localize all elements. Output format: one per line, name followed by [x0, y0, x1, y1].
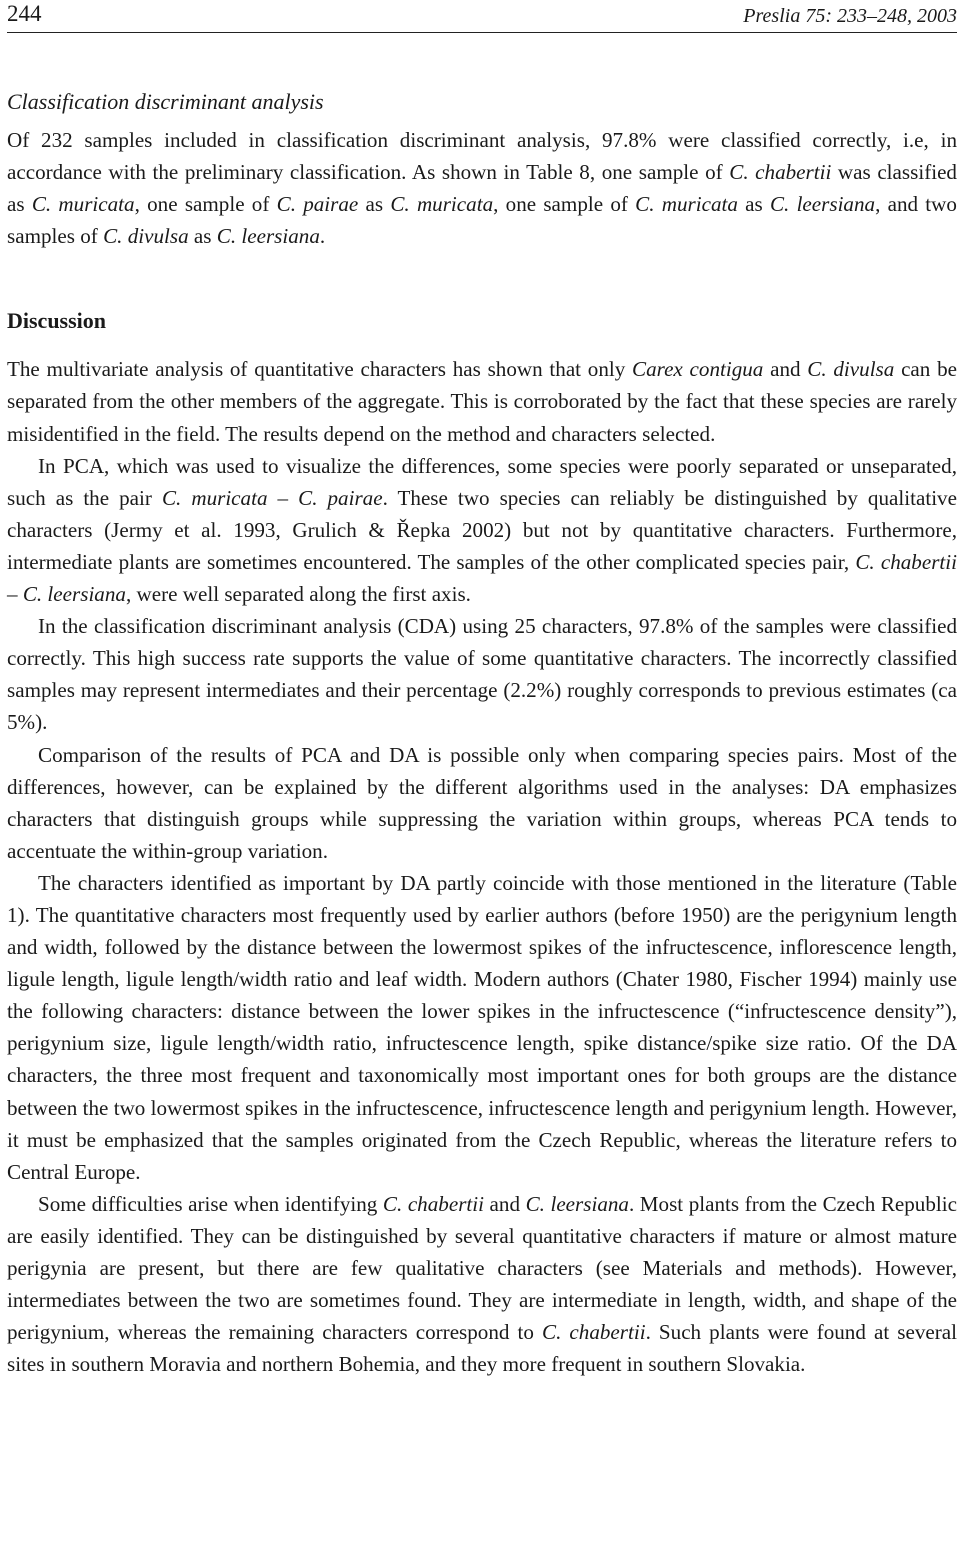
species-name: C. divulsa	[103, 224, 189, 249]
species-name: C. chabertii – C. leersiana	[7, 549, 957, 607]
species-name: C. chabertii	[729, 160, 832, 185]
paragraph-discussion-5: The characters identified as important by DA partly coincide with those mentioned in the literature (Table 1). The quantitative characters most frequently used by earlier authors (before 1950) are the perigynium length and width, followed by the distance between the lowermost spikes of the infructescence, inflorescence length, ligule length, ligule length/width ratio and leaf width. Modern authors (Chater 1980, Fischer 1994) mainly use the following characters: distance between the lower spikes in the infructescence (“infructescence density”), perigynium size, ligule length/width ratio, infructescence length, spike distance/spike size ratio. Of the DA characters, the three most frequent and taxonomically most important ones for both groups are the distance between the two lowermost spikes in the infructescence, infructescence length and perigynium length. However, it must be emphasized that the samples originated from the Czech Republic, whereas the literature refers to Central Europe.	[7, 870, 957, 1184]
species-name: C. muricata	[390, 192, 494, 217]
journal-reference: Preslia 75: 233–248, 2003	[743, 5, 957, 27]
page	[7, 0, 957, 1380]
paragraph-discussion-2: In PCA, which was used to visualize the differences, some species were poorly separated or unseparated, such as the pair C. muricata – C. pairae. These two species can reliably be distinguished by qualitative characters (Jermy et al. 1993, Grulich & Řepka 2002) but not by quantitative characters. Furthermore, intermediate plants are sometimes encountered. The samples of the other complicated species pair, C. chabertii – C. leersiana, were well separated along the first axis.	[7, 453, 957, 607]
species-name: C. muricata – C. pairae	[161, 485, 383, 510]
page-number: 244	[7, 1, 42, 26]
running-head	[7, 0, 957, 33]
species-name: C. pairae	[276, 192, 359, 217]
section-heading-discussion: Discussion	[7, 308, 107, 334]
species-name: C. divulsa	[807, 357, 895, 382]
species-name: C. leersiana	[525, 1191, 629, 1216]
paragraph-discussion-6: Some difficulties arise when identifying C. chabertii and C. leersiana. Most plants from the Czech Republic are easily identified. They can be distinguished by several quantitative characters if mature or almost mature perigynia are present, but there are few qualitative characters (see Materials and methods). However, intermediates between the two are sometimes found. They are intermediate in length, width, and shape of the perigynium, whereas the remaining characters correspond to C. chabertii. Such plants were found at several sites in southern Moravia and northern Bohemia, and they more frequent in southern Slovakia.	[7, 1191, 957, 1377]
section-heading-classification: Classification discriminant analysis	[7, 89, 324, 114]
paragraph-classification: Of 232 samples included in classification discriminant analysis, 97.8% were classified correctly, i.e, in accordance with the preliminary classification. As shown in Table 8, one sample of C. chabertii was classified as C. muricata, one sample of C. pairae as C. muricata, one sample of C. muricata as C. leersiana, and two samples of C. divulsa as C. leersiana.	[7, 128, 957, 249]
species-name: C. muricata	[31, 192, 135, 217]
paragraph-discussion-1: The multivariate analysis of quantitative characters has shown that only Carex contigua and C. divulsa can be separated from the other members of the aggregate. This is corroborated by the fact that these species are rarely misidentified in the field. The results depend on the method and characters selected.	[7, 357, 957, 446]
species-name: C. chabertii	[542, 1320, 646, 1345]
species-name: C. leersiana	[769, 192, 876, 217]
species-name: C. chabertii	[382, 1191, 484, 1216]
paragraph-discussion-4: Comparison of the results of PCA and DA is possible only when comparing species pairs. Most of the differences, however, can be explained by the different algorithms used in the analyses: DA emphasizes characters that distinguish groups while suppressing the variation within groups, whereas PCA tends to accentuate the within-group variation.	[7, 742, 957, 863]
species-name: Carex contigua	[632, 357, 764, 382]
species-name: C. leersiana	[216, 224, 320, 249]
species-name: C. muricata	[635, 192, 738, 217]
paragraph-discussion-3: In the classification discriminant analysis (CDA) using 25 characters, 97.8% of the samples were classified correctly. This high success rate supports the value of some quantitative characters. The incorrectly classified samples may represent intermediates and their percentage (2.2%) roughly corresponds to previous estimates (ca 5%).	[7, 614, 957, 735]
